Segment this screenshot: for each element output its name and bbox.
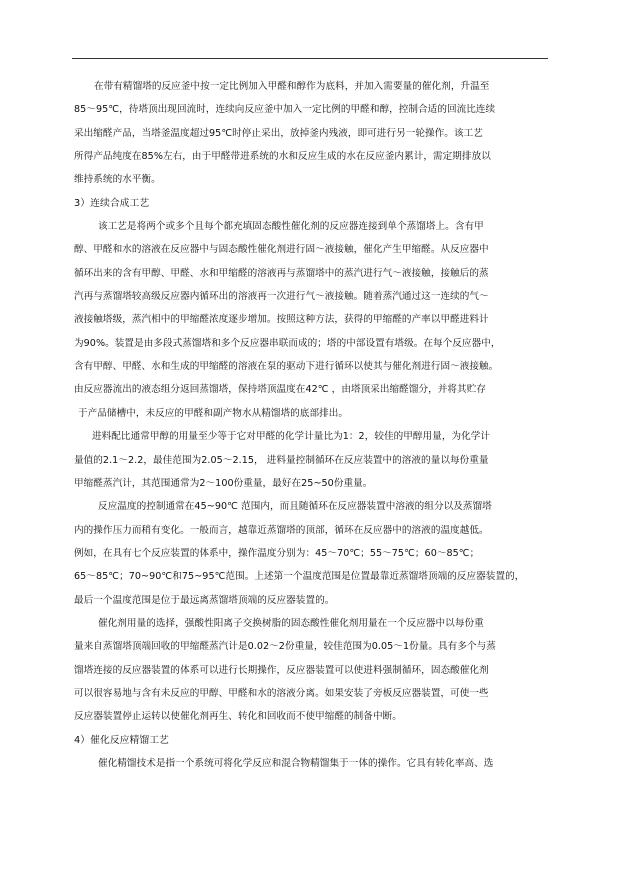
paragraph-line: 可以很容易地与含有未反应的甲醇、甲醛和水的溶液分离。如果安装了旁板反应器装置，可使一些 [74, 687, 489, 699]
paragraph-line: 循环出来的含有甲醇、甲醛、水和甲缩醛的溶液再与蒸馏塔中的蒸汽进行气～液接触，接触后的蒸 [74, 267, 489, 279]
paragraph-line: 该工艺是将两个或多个且每个都充填固态酸性催化剂的反应器连接到单个蒸馏塔上。含有甲 [98, 221, 484, 233]
paragraph-line: 反应器装置停止运转以使催化剂再生、转化和回收而不使甲缩醛的制备中断。 [74, 711, 402, 723]
section-heading: 4）催化反应精馏工艺 [74, 734, 169, 746]
paragraph-line: 进料配比通常甲醇的用量至少等于它对甲醛的化学计量比为1：2，较佳的甲醇用量，为化学计 [92, 431, 491, 443]
paragraph-line: 最后一个温度范围是位于最远离蒸馏塔顶端的反应器装置的。 [74, 594, 335, 606]
paragraph-line: 汽再与蒸馏塔较高级反应器内循环出的溶液再一次进行气～液接触。随着蒸汽通过这一连续的气～ [74, 291, 489, 303]
paragraph-line: 催化剂用量的选择，强酸性阳离子交换树脂的固态酸性催化剂用量在一个反应器中以每份重 [98, 617, 484, 629]
paragraph-line: 维持系统的水平衡。 [74, 174, 161, 186]
paragraph-line: 85～95℃，待塔顶出现回流时，连续向反应釜中加入一定比例的甲醛和醇，控制合适的回流比连续 [74, 104, 496, 116]
paragraph-line: 65～85℃；70~90℃和75~95℃范围。上述第一个温度范围是位置最靠近蒸馏塔顶端的反应器装置的， [74, 571, 525, 583]
paragraph-line: 含有甲醇、甲醛、水和生成的甲缩醛的溶液在泵的驱动下进行循环以使其与催化剂进行固～液接触。 [74, 361, 499, 373]
paragraph-line: 量值的2.1～2.2，最佳范围为2.05～2.15， 进料量控制循环在反应装置中的溶液的量以每份重量 [74, 454, 489, 466]
paragraph-line: 例如，在具有七个反应装置的体系中，操作温度分别为：45～70℃；55～75℃；60～85℃； [74, 547, 480, 559]
paragraph-line: 采出缩醛产品，当塔釜温度超过95℃时停止采出，放掉釜内残液，即可进行另一轮操作。该工艺 [74, 127, 483, 139]
paragraph-line: 甲缩醛蒸汽计，其范围通常为2～100份重量，最好在25~50份重量。 [74, 477, 373, 489]
header-rule [72, 58, 548, 59]
section-heading: 3）连续合成工艺 [74, 197, 150, 209]
paragraph-line: 反应温度的控制通常在45~90℃ 范围内，而且随循环在反应器装置中溶液的组分以及蒸馏塔 [98, 501, 492, 513]
paragraph-line: 量来自蒸馏塔顶端回收的甲缩醛蒸汽计是0.02～2份重量，较佳范围为0.05～1份量。具有多个与蒸 [74, 641, 496, 653]
paragraph-line: 于产品储槽中，未反应的甲醛和副产物水从精馏塔的底部排出。 [78, 407, 349, 419]
paragraph-line: 由反应器流出的液态组分返回蒸馏塔，保持塔顶温度在42℃ ，由塔顶采出缩醛馏分，并将其贮存 [74, 384, 486, 396]
paragraph-line: 催化精馏技术是指一个系统可将化学反应和混合物精馏集于一体的操作。它具有转化率高、选 [98, 757, 494, 769]
paragraph-line: 醇、甲醛和水的溶液在反应器中与固态酸性催化剂进行固～液接触，催化产生甲缩醛。从反应器中 [74, 244, 489, 256]
paragraph-line: 在带有精馏塔的反应釜中按一定比例加入甲醛和醇作为底料，并加入需要量的催化剂，升温至 [94, 81, 490, 92]
document-body [74, 75, 548, 775]
paragraph-line: 所得产品纯度在85%左右，由于甲醛带进系统的水和反应生成的水在反应釜内累计，需定期排放以 [74, 151, 491, 163]
paragraph-line: 馏塔连接的反应器装置的体系可以进行长期操作，反应器装置可以使进料强制循环，固态酸催化剂 [74, 664, 489, 676]
paragraph-line: 内的操作压力而稍有变化。一般而言，越靠近蒸馏塔的顶部，循环在反应器中的溶液的温度越低。 [74, 524, 489, 536]
paragraph-line: 液接触塔级，蒸汽相中的甲缩醛浓度逐步增加。按照这种方法，获得的甲缩醛的产率以甲醛进料计 [74, 314, 489, 326]
paragraph-line: 为90%。装置是由多段式蒸馏塔和多个反应器串联而成的；塔的中部设置有塔级。在每个反应器中， [74, 337, 501, 349]
